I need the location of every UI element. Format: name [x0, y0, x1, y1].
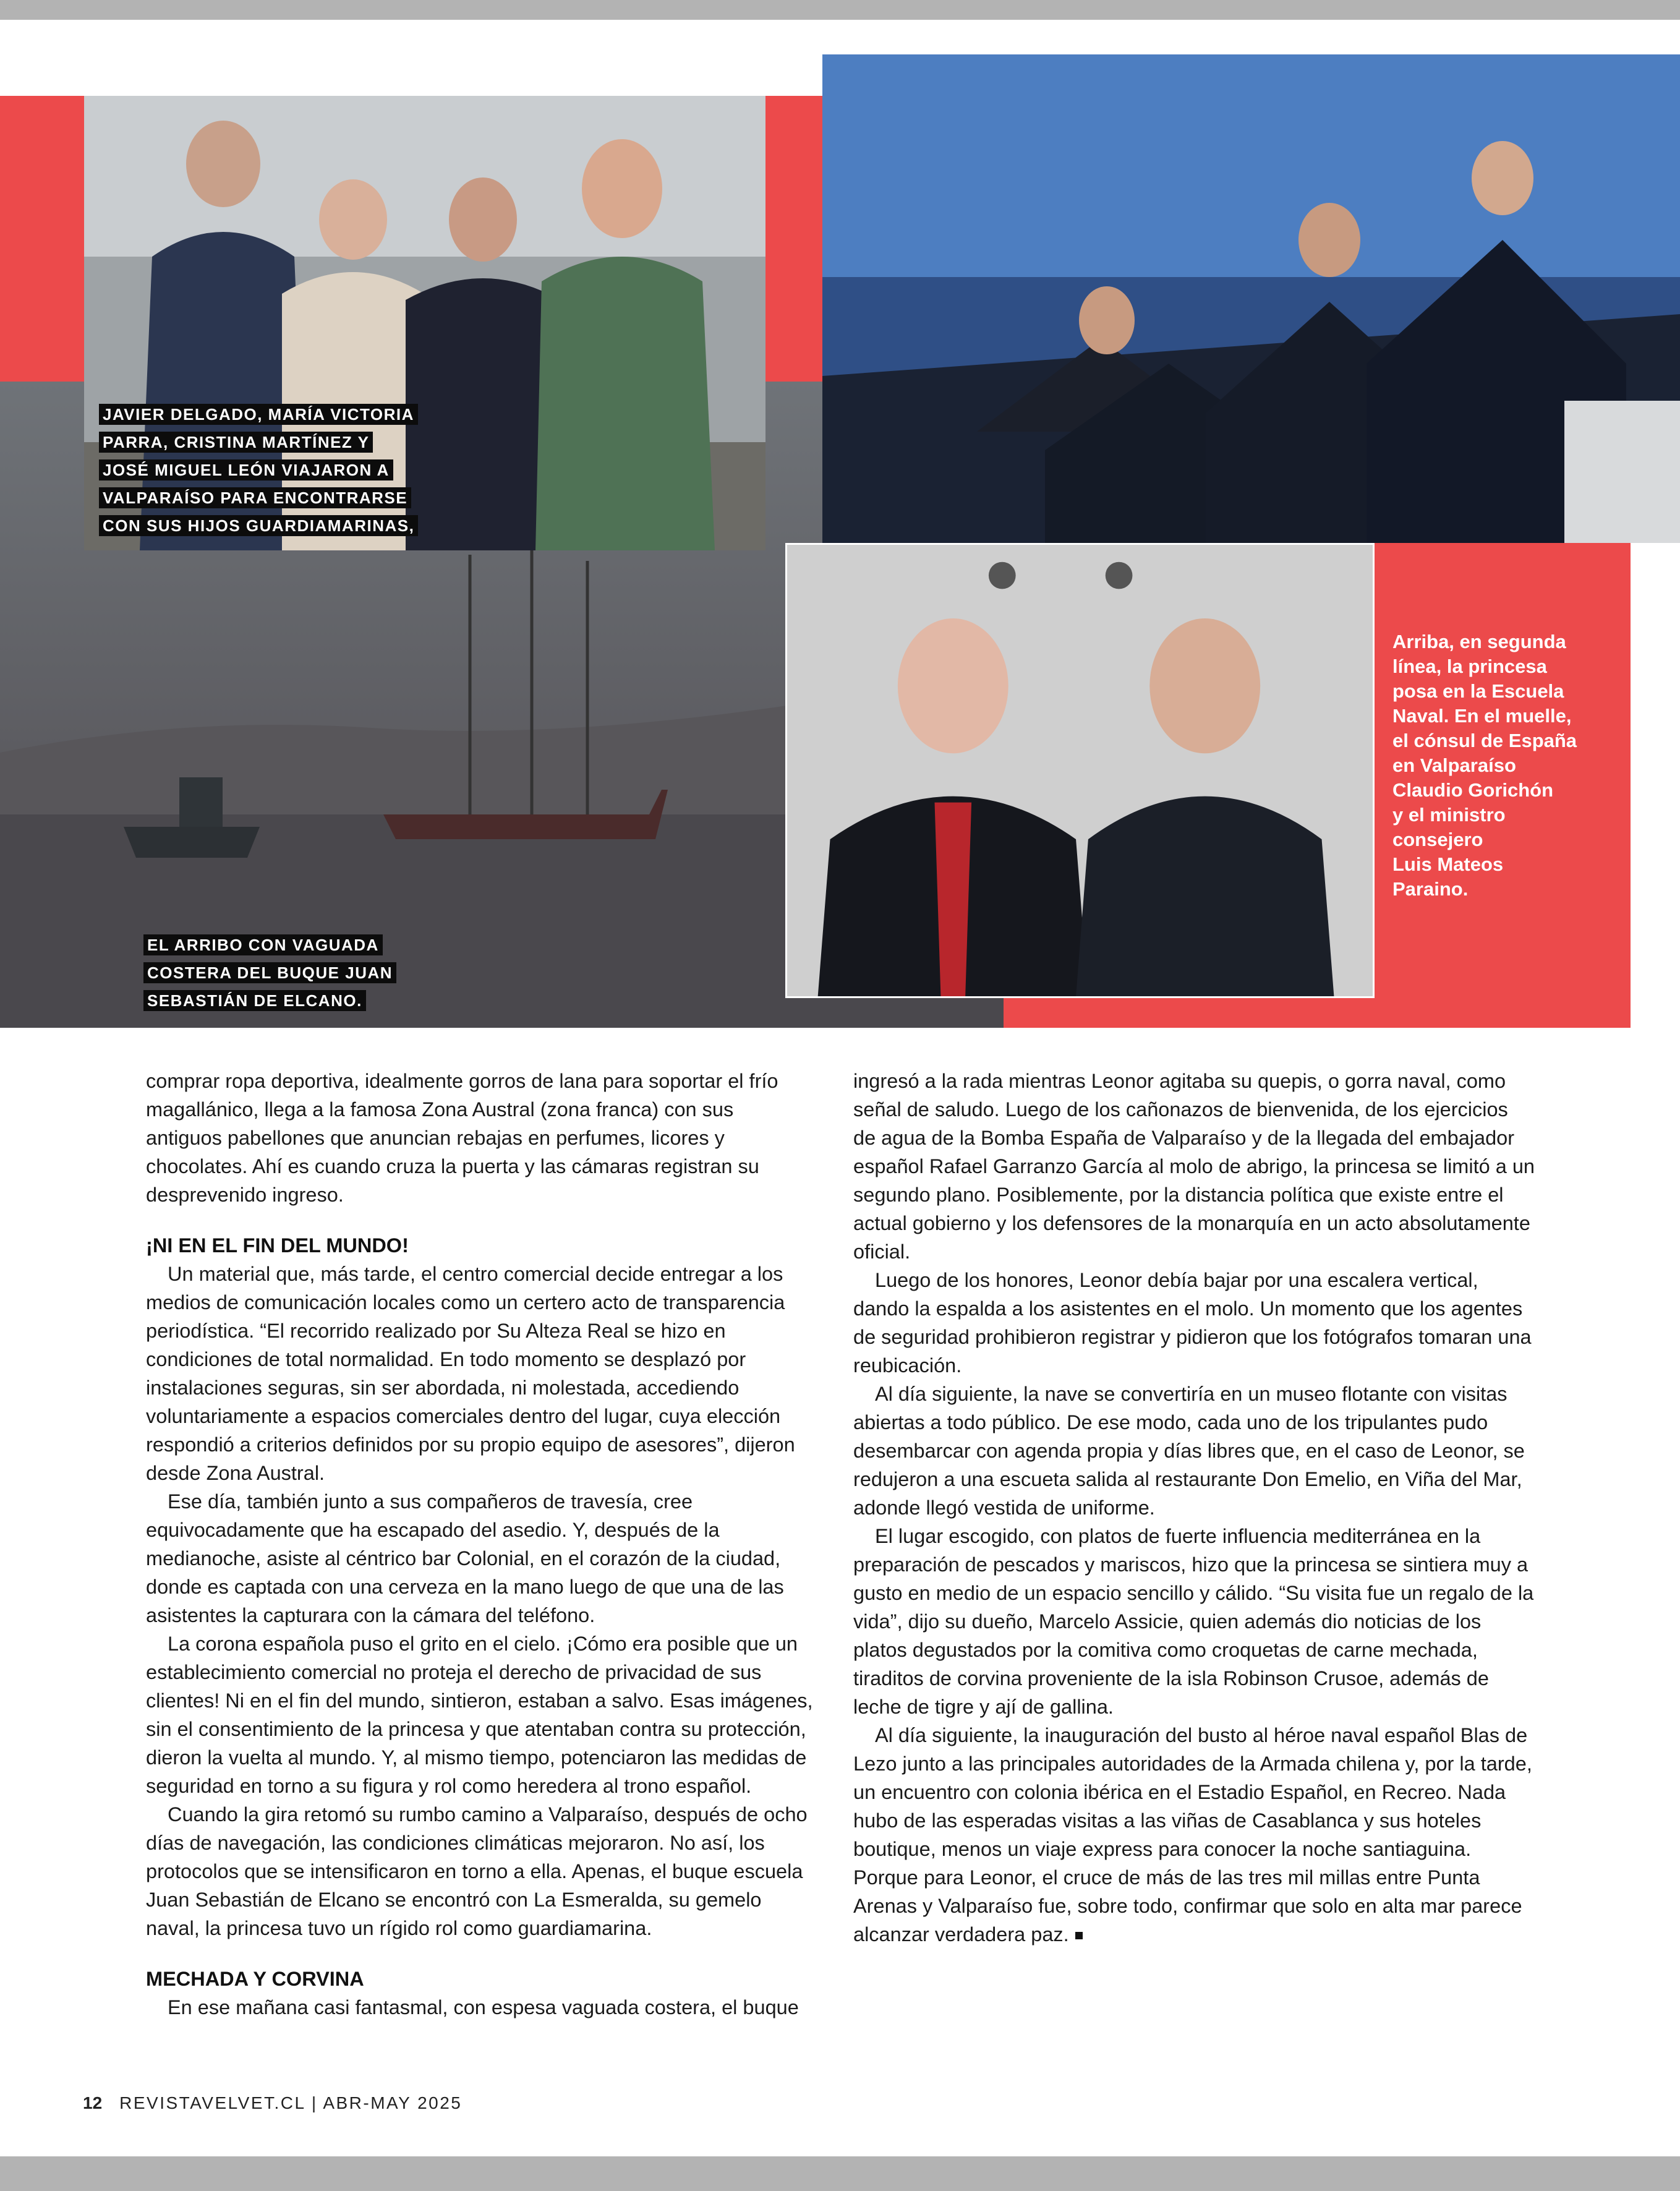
caption-line: COSTERA DEL BUQUE JUAN — [143, 962, 396, 983]
caption-line: JAVIER DELGADO, MARÍA VICTORIA — [99, 404, 418, 425]
bottom-border — [0, 2156, 1680, 2191]
section-heading: ¡NI EN EL FIN DEL MUNDO! — [146, 1234, 409, 1257]
caption-line: Claudio Gorichón — [1392, 779, 1554, 801]
end-mark-icon — [1075, 1932, 1083, 1939]
caption-line: y el ministro — [1392, 804, 1506, 826]
paragraph-text: Al día siguiente, la inauguración del busto al héroe naval español Blas de Lezo junto a las principales autoridades de la Armada chilena y, por la tarde, un encuentro con colonia ibérica en el Estadio Español, en Recreo. Nada hubo de las esperadas visitas a las viñas de Casablanca y sus hoteles boutique, menos un viaje express para conocer la noche santiaguina. Porque para Leonor, el cruce de más de las tres mil millas entre Punta Arenas y Valparaíso fue, sobre todo, confirmar que solo en alta mar parece alcanzar verdadera paz. — [853, 1724, 1532, 1945]
ship-caption — [143, 931, 465, 1015]
caption-line: el cónsul de España — [1392, 730, 1577, 751]
paragraph: En ese mañana casi fantasmal, con espesa vaguada costera, el buque — [168, 1996, 799, 2018]
caption-line: Naval. En el muelle, — [1392, 705, 1572, 727]
top-border — [0, 0, 1680, 20]
naval-cadets-photo — [822, 54, 1680, 543]
paragraph: comprar ropa deportiva, idealmente gorros de lana para soportar el frío magallánico, llega a la famosa Zona Austral (zona franca) con sus antiguos pabellones que anuncian rebajas en perfumes, licores y chocolates. Ahí es cuando cruza la puerta y las cámaras registran su desprevenido ingreso. — [146, 1070, 778, 1206]
red-accent-mid — [765, 96, 822, 382]
caption-line: Arriba, en segunda — [1392, 631, 1566, 652]
caption-line: posa en la Escuela — [1392, 680, 1564, 702]
red-accent-left — [0, 96, 84, 382]
paragraph: Luego de los honores, Leonor debía bajar por una escalera vertical, dando la espalda a los asistentes en el molo. Un momento que los agentes de seguridad prohibieron registrar y pidieron que los fotógrafos tomaran una reubicación. — [853, 1269, 1532, 1377]
paragraph: Ese día, también junto a sus compañeros de travesía, cree equivocadamente que ha escapado del asedio. Y, después de la medianoche, asiste al céntrico bar Colonial, en el corazón de la ciudad, donde es captada con una cerveza en la mano luego de que una de las asistentes la capturara con la cámara del teléfono. — [146, 1490, 784, 1626]
caption-line: EL ARRIBO CON VAGUADA — [143, 934, 383, 955]
consul-minister-photo — [785, 543, 1375, 998]
caption-line: PARRA, CRISTINA MARTÍNEZ Y — [99, 432, 373, 453]
caption-line: VALPARAÍSO PARA ENCONTRARSE — [99, 487, 411, 508]
caption-line: SEBASTIÁN DE ELCANO. — [143, 990, 366, 1011]
paragraph: La corona española puso el grito en el cielo. ¡Cómo era posible que un establecimiento comercial no proteja el derecho de privacidad de sus clientes! Ni en el fin del mundo, sintieron, estaban a salvo. Esas imágenes, sin el consentimiento de la princesa y que atentaban contra su protección, dieron la vuelta al mundo. Y, al mismo tiempo, potenciaron las medidas de seguridad en torno a su figura y rol como heredera al trono español. — [146, 1633, 813, 1797]
paragraph: Un material que, más tarde, el centro comercial decide entregar a los medios de comunicación locales como un certero acto de transparencia periodística. “El recorrido realizado por Su Alteza Real se hizo en condiciones de total normalidad. En todo momento se desplazó por instalaciones seguras, sin ser abordada, ni molestada, accediendo voluntariamente a espacios comerciales dentro del lugar, cuya elección respondió a criterios definidos por su propio equipo de asesores”, dijeron desde Zona Austral. — [146, 1263, 795, 1484]
left-text-column — [146, 1067, 814, 2022]
caption-line: Luis Mateos — [1392, 853, 1504, 875]
paragraph: El lugar escogido, con platos de fuerte influencia mediterránea en la preparación de pescados y mariscos, hizo que la princesa se sintiera muy a gusto en medio de un espacio sencillo y cálido. “Su visita fue un regalo de la vida”, dijo su dueño, Marcelo Assicie, quien además dio noticias de los platos degustados por la comitiva como croquetas de carne mechada, tiraditos de corvina proveniente de la isla Robinson Crusoe, además de leche de tigre y ají de gallina. — [853, 1525, 1534, 1718]
caption-line: en Valparaíso — [1392, 754, 1516, 776]
paragraph: ingresó a la rada mientras Leonor agitaba su quepis, o gorra naval, como señal de saludo. Luego de los cañonazos de bienvenida, de los ejercicios de agua de la Bomba España de Valparaíso y de la llegada del embajador español Rafael Garranzo García al molo de abrigo, la princesa se limitó a un segundo plano. Posiblemente, por la distancia política que existe entre el actual gobierno y los defensores de la monarquía en un acto absolutamente oficial. — [853, 1070, 1535, 1263]
caption-line: CON SUS HIJOS GUARDIAMARINAS, — [99, 515, 418, 536]
caption-line: JOSÉ MIGUEL LEÓN VIAJARON A — [99, 459, 393, 480]
page-number: 12 — [83, 2093, 103, 2112]
right-text-column — [853, 1067, 1535, 1949]
caption-line: consejero — [1392, 829, 1483, 850]
parents-caption — [99, 401, 420, 540]
paragraph — [853, 1721, 1535, 1949]
paragraph: Al día siguiente, la nave se convertiría en un museo flotante con visitas abiertas a todo público. De ese modo, cada uno de los tripulantes pudo desembarcar con agenda propia y días libres que, en el caso de Leonor, se redujeron a una escueta salida al restaurante Don Emelio, en Viña del Mar, adonde llegó vestida de uniforme. — [853, 1383, 1525, 1519]
caption-line: Paraino. — [1392, 878, 1469, 900]
paragraph: Cuando la gira retomó su rumbo camino a Valparaíso, después de ocho días de navegación, las condiciones climáticas mejoraron. No así, los protocolos que se intensificaron en torno a ella. Apenas, el buque escuela Juan Sebastián de Elcano se encontró con La Esmeralda, su gemelo naval, la princesa tuvo un rígido rol como guardiamarina. — [146, 1803, 808, 1939]
section-heading: MECHADA Y CORVINA — [146, 1968, 364, 1990]
publication-info: REVISTAVELVET.CL | ABR-MAY 2025 — [119, 2093, 463, 2112]
side-caption — [1392, 630, 1621, 902]
page-footer — [83, 2093, 462, 2113]
caption-line: línea, la princesa — [1392, 656, 1547, 677]
